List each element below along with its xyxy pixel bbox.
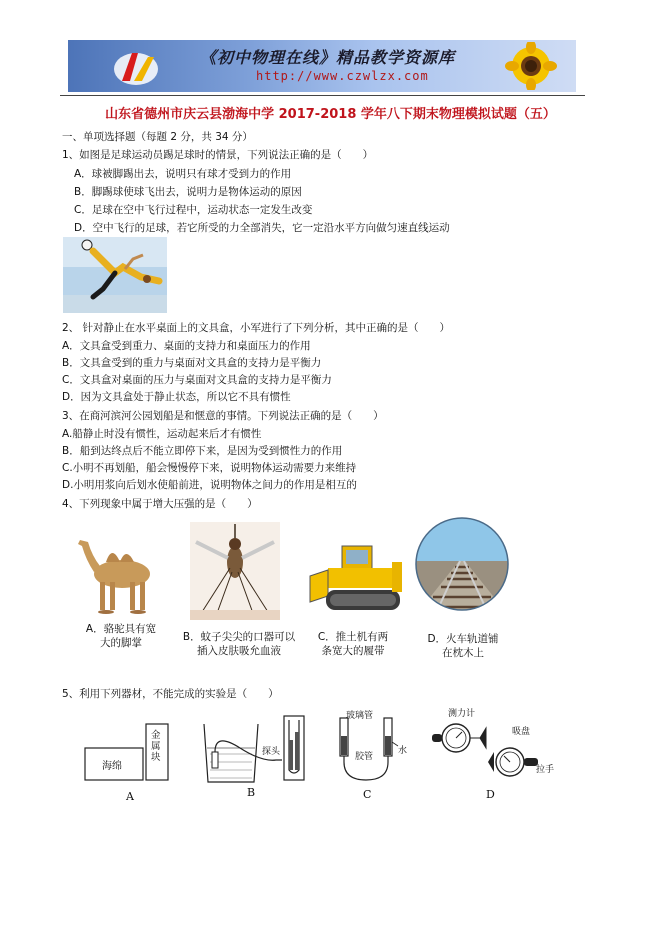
q4-caption-b-line2: 插入皮肤吸允血液 [197, 645, 281, 657]
banner-url: http://www.czwlzx.com [256, 69, 429, 83]
q4-caption-d [420, 632, 506, 660]
q1-option-a: A．球被脚踢出去，说明只有球才受到力的作用 [74, 168, 292, 180]
q1-option-c: C．足球在空中飞行过程中，运动状态一定发生改变 [74, 204, 313, 216]
header-banner [68, 40, 576, 92]
q4-caption-d-line1: D．火车轨道铺 [427, 633, 499, 645]
q5-letter-a: A [126, 790, 134, 803]
q2-option-b: B．文具盒受到的重力与桌面对文具盒的支持力是平衡力 [62, 357, 322, 369]
camel-image [72, 522, 168, 618]
q2-option-c: C．文具盒对桌面的压力与桌面对文具盒的支持力是平衡力 [62, 374, 332, 386]
q5-letter-c: C [363, 788, 372, 801]
label-rubber-tube: 胶管 [355, 752, 374, 762]
q4-caption-b [176, 630, 302, 658]
section-heading: 一、单项选择题（每题 2 分，共 34 分） [62, 131, 253, 143]
q3-option-a: A.船静止时没有惯性，运动起来后才有惯性 [62, 428, 262, 440]
q2-option-a: A．文具盒受到重力、桌面的支持力和桌面压力的作用 [62, 340, 311, 352]
suction-cup-diagram [428, 712, 544, 784]
railway-track-image [415, 517, 509, 611]
q4-caption-b-line1: B．蚊子尖尖的口器可以 [182, 631, 296, 643]
label-water: 水 [398, 746, 408, 756]
header-rule [60, 95, 585, 96]
q2-option-d: D．因为文具盒处于静止状态，所以它不具有惯性 [62, 391, 291, 403]
q3-stem: 3、在商河滨河公园划船是和惬意的事情。下列说法正确的是（ ） [62, 410, 384, 422]
label-suction-cup: 吸盘 [512, 727, 531, 737]
soccer-player-image [63, 237, 167, 313]
label-sponge: 海绵 [102, 761, 122, 772]
label-probe: 探头 [262, 747, 281, 757]
label-metal-block: 金属块 [151, 730, 161, 763]
mosquito-image [190, 522, 280, 620]
q5-letter-b: B [247, 786, 256, 799]
q3-option-c: C.小明不再划船，船会慢慢停下来，说明物体运动需要力来维持 [62, 462, 357, 474]
q4-caption-a-line2: 大的脚掌 [100, 637, 142, 649]
q4-caption-d-line2: 在枕木上 [442, 647, 484, 659]
q4-caption-c-line2: 条宽大的履带 [321, 645, 385, 657]
q4-stem: 4、下列现象中属于增大压强的是（ ） [62, 498, 258, 510]
q1-option-d: D．空中飞行的足球，若它所受的力全部消失，它一定沿水平方向做匀速直线运动 [74, 222, 450, 234]
q3-option-d: D.小明用浆向后划水使船前进，说明物体之间力的作用是相互的 [62, 479, 357, 491]
bulldozer-image [306, 530, 408, 618]
q3-option-b: B．船到达终点后不能立即停下来，是因为受到惯性力的作用 [62, 445, 343, 457]
page-title: 山东省德州市庆云县渤海中学 2017-2018 学年八下期末物理模拟试题（五） [105, 107, 556, 122]
q4-caption-c-line1: C．推土机有两 [317, 631, 389, 643]
q4-caption-c [316, 630, 390, 658]
q4-caption-a-line1: A．骆驼具有宽 [85, 623, 157, 635]
label-dynamometer: 测力计 [448, 709, 476, 719]
q5-stem: 5、利用下列器材，不能完成的实验是（ ） [62, 688, 279, 700]
q2-stem: 2、 针对静止在水平桌面上的文具盒，小军进行了下列分析，其中正确的是（ ） [62, 322, 451, 334]
sunflower-icon [496, 42, 566, 90]
q5-letter-d: D [486, 788, 495, 801]
q1-stem: 1、如图是足球运动员踢足球时的情景，下列说法正确的是（ ） [62, 149, 374, 161]
banner-title: 《初中物理在线》精品教学资源库 [200, 48, 456, 67]
pressure-probe-diagram [200, 712, 310, 784]
q4-caption-a [84, 622, 158, 650]
label-handle: 拉手 [536, 765, 555, 775]
logo-icon [108, 43, 168, 89]
connected-tubes-diagram [336, 712, 406, 782]
label-glass-tube: 玻璃管 [346, 711, 374, 721]
q1-option-b: B．脚踢球使球飞出去，说明力是物体运动的原因 [74, 186, 302, 198]
